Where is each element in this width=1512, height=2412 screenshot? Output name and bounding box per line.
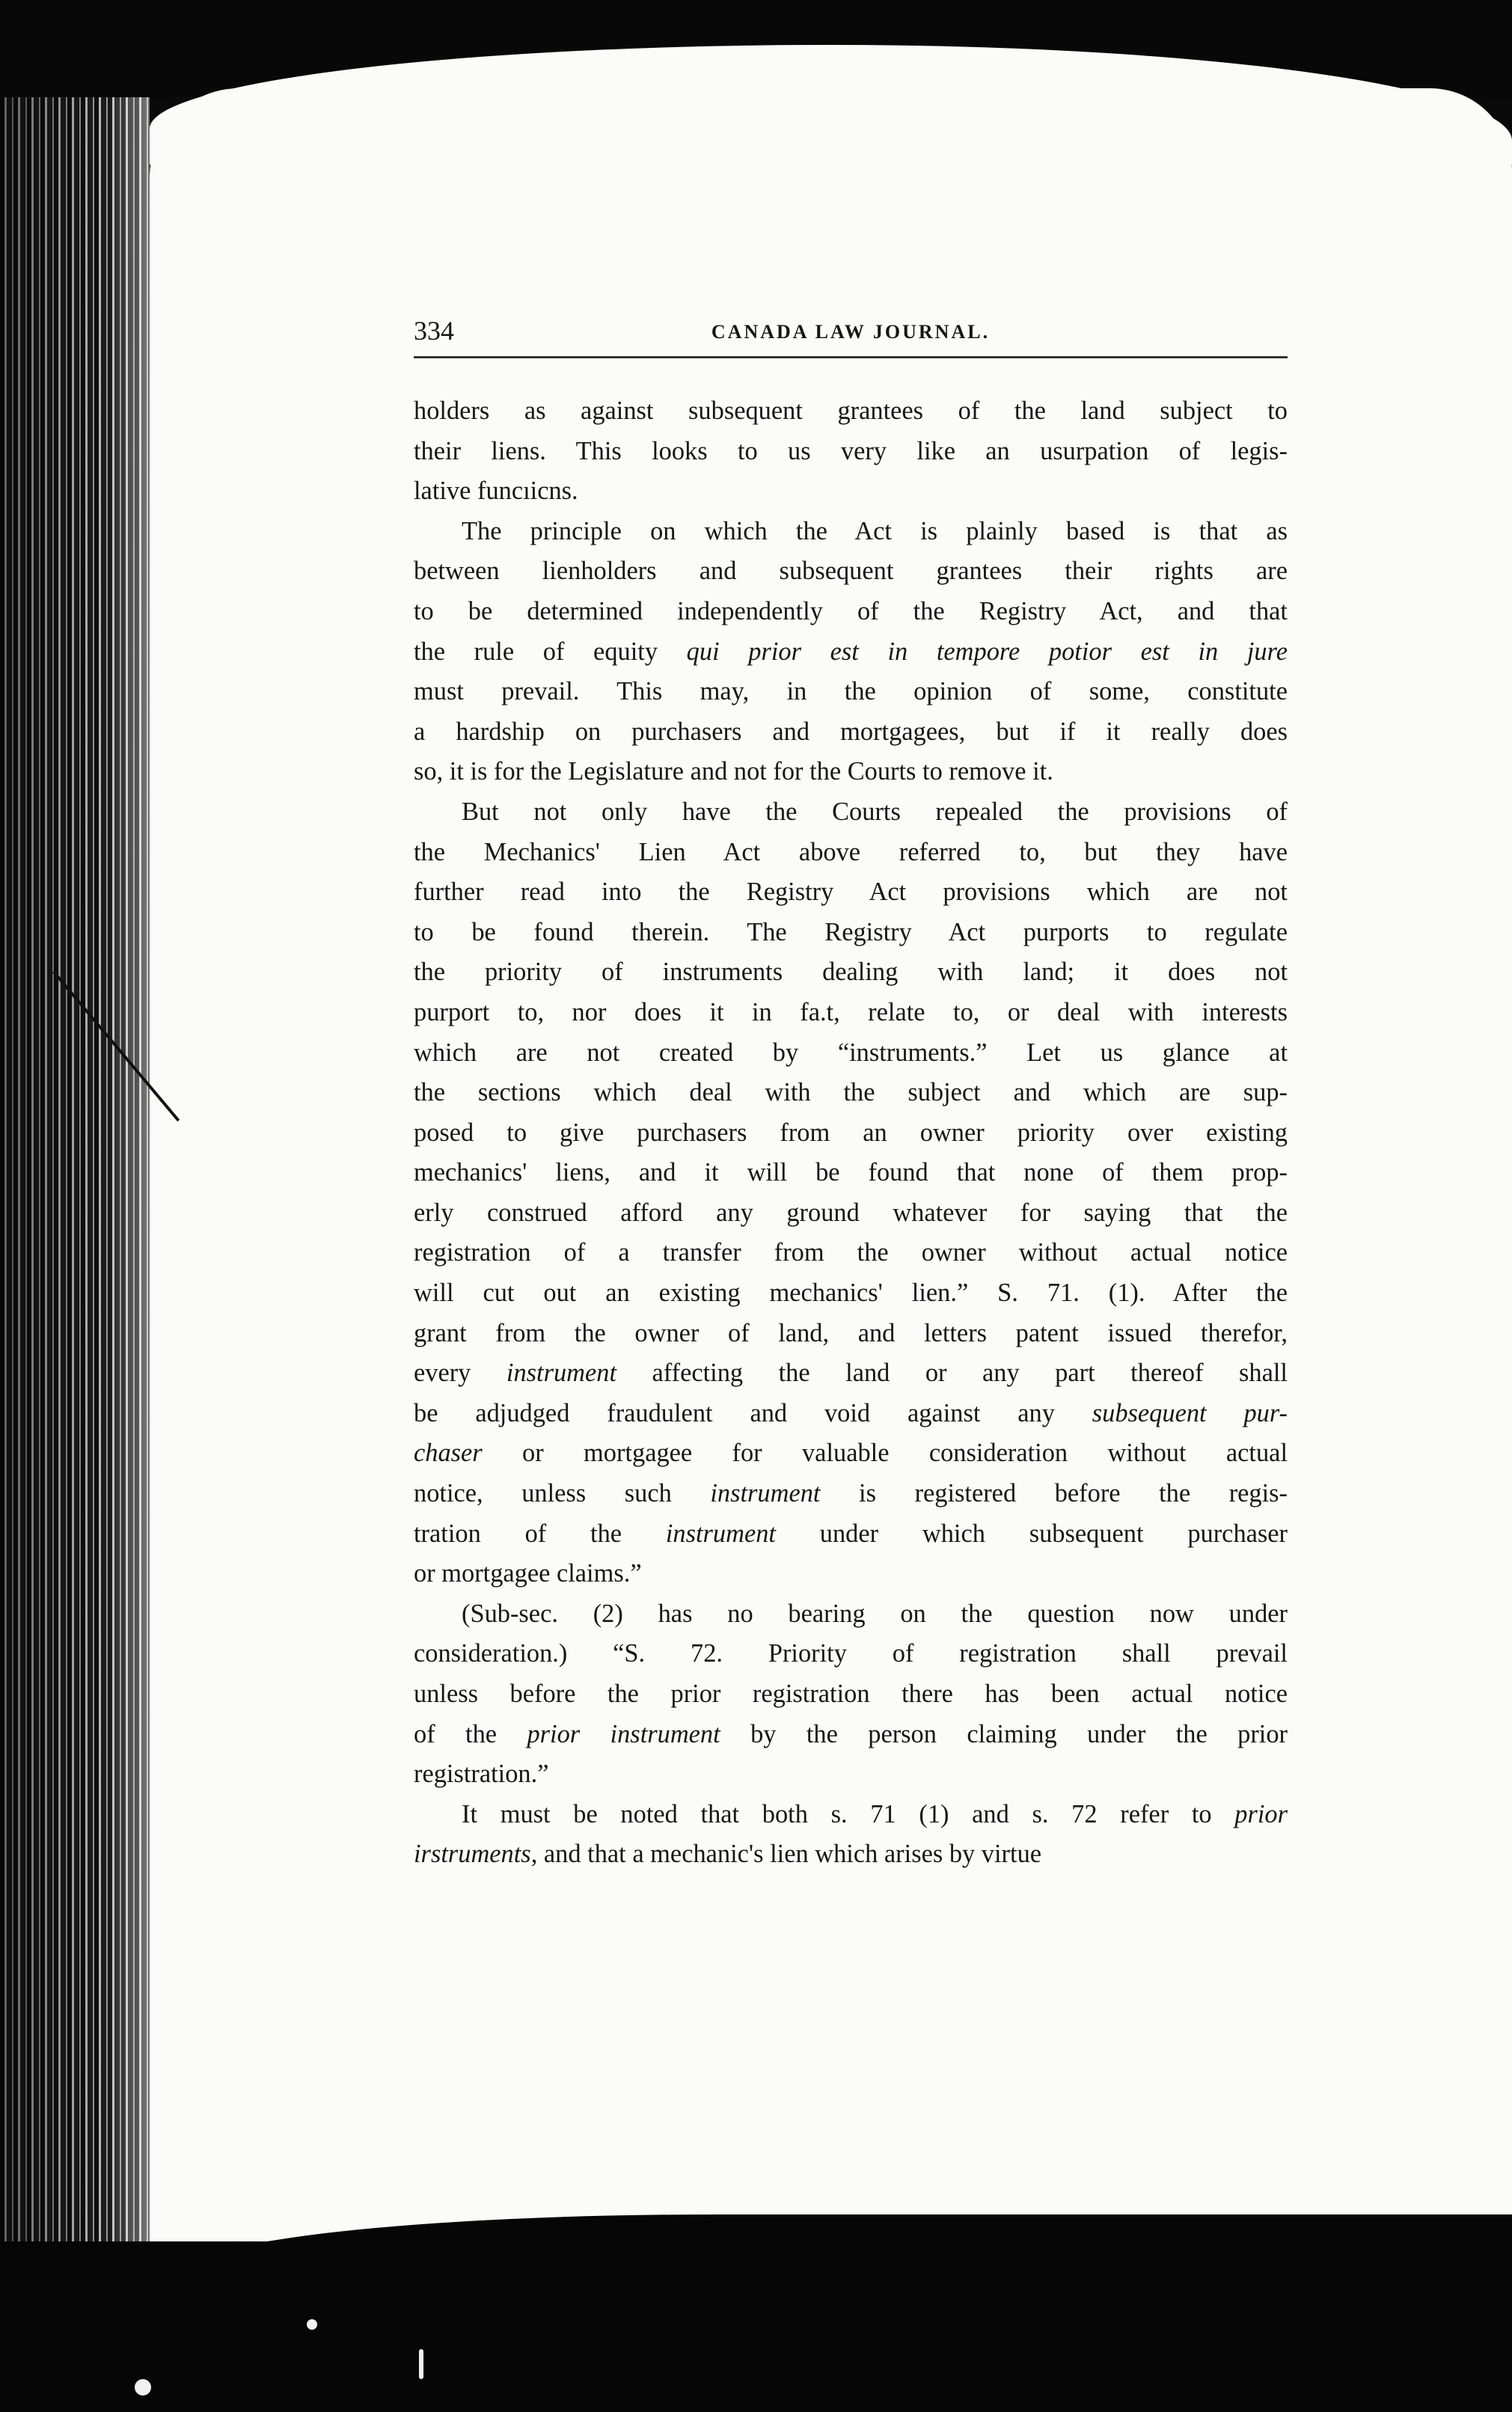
text-line: a hardship on purchasers and mortgagees, but if it really does bbox=[414, 717, 1288, 746]
journal-title: CANADA LAW JOURNAL. bbox=[711, 321, 991, 343]
scan-speck bbox=[135, 2379, 151, 2396]
text-line: or mortgagee claims.” bbox=[414, 1559, 642, 1588]
text-line: unless before the prior registration there has been actual notice bbox=[414, 1680, 1288, 1708]
text-line: It must be noted that both s. 71 (1) and s. 72 refer to prior bbox=[462, 1799, 1288, 1828]
text-line: registration of a transfer from the owner without actual notice bbox=[414, 1238, 1288, 1267]
paragraph bbox=[414, 512, 1288, 792]
text-line: their liens. This looks to us very like an usurpation of legis- bbox=[414, 436, 1288, 465]
text-line: will cut out an existing mechanics' lien.” S. 71. (1). After the bbox=[414, 1279, 1288, 1308]
document-page bbox=[414, 310, 1288, 1875]
text-line: so, it is for the Legislature and not for the Courts to remove it. bbox=[414, 757, 1053, 786]
text-line: to be determined independently of the Registry Act, and that bbox=[414, 596, 1288, 625]
paragraph bbox=[414, 1594, 1288, 1795]
text-line: holders as against subsequent grantees of the land subject to bbox=[414, 397, 1288, 425]
text-line: further read into the Registry Act provisions which are not bbox=[414, 878, 1288, 907]
text-line: every instrument affecting the land or any part thereof shall bbox=[414, 1359, 1288, 1388]
text-line: (Sub-sec. (2) has no bearing on the question now under bbox=[462, 1599, 1288, 1628]
text-line: notice, unless such instrument is registered before the regis- bbox=[414, 1479, 1288, 1508]
text-line: chaser or mortgagee for valuable consideration without actual bbox=[414, 1439, 1288, 1468]
text-line: registration.” bbox=[414, 1760, 549, 1789]
text-line: posed to give purchasers from an owner priority over existing bbox=[414, 1118, 1288, 1147]
text-line: which are not created by “instruments.” Let us glance at bbox=[414, 1038, 1288, 1067]
paragraph bbox=[414, 391, 1288, 512]
scan-speck bbox=[419, 2349, 423, 2379]
text-line: must prevail. This may, in the opinion of some, constitute bbox=[414, 677, 1288, 706]
paragraph bbox=[414, 1795, 1288, 1875]
text-line: lative funcıicns. bbox=[414, 477, 578, 506]
text-line: consideration.) “S. 72. Priority of registration shall prevail bbox=[414, 1639, 1288, 1668]
text-line: the sections which deal with the subject and which are sup- bbox=[414, 1078, 1288, 1107]
text-line: tration of the instrument under which subsequent purchaser bbox=[414, 1519, 1288, 1548]
text-line: between lienholders and subsequent grantees their rights are bbox=[414, 557, 1288, 586]
text-line: mechanics' liens, and it will be found that none of them prop- bbox=[414, 1158, 1288, 1187]
text-line: the rule of equity qui prior est in tempore potior est in jure bbox=[414, 637, 1288, 666]
text-line: But not only have the Courts repealed the provisions of bbox=[462, 797, 1288, 826]
scan-speck bbox=[307, 2319, 317, 2330]
body-text bbox=[414, 391, 1288, 1875]
text-line: purport to, nor does it in fa.t, relate to, or deal with interests bbox=[414, 997, 1288, 1026]
text-line: the priority of instruments dealing with land; it does not bbox=[414, 958, 1288, 987]
text-line: to be found therein. The Registry Act purports to regulate bbox=[414, 917, 1288, 946]
text-line: of the prior instrument by the person claiming under the prior bbox=[414, 1719, 1288, 1748]
paragraph bbox=[414, 792, 1288, 1594]
page-number: 334 bbox=[414, 316, 454, 346]
text-line: grant from the owner of land, and letters patent issued therefor, bbox=[414, 1318, 1288, 1347]
text-line: the Mechanics' Lien Act above referred to, but they have bbox=[414, 837, 1288, 866]
binding-shadow bbox=[0, 0, 150, 2412]
text-line: erly construed afford any ground whatever for saying that the bbox=[414, 1198, 1288, 1227]
text-line: The principle on which the Act is plainly based is that as bbox=[462, 516, 1288, 545]
text-line: be adjudged fraudulent and void against any subsequent pur- bbox=[414, 1398, 1288, 1427]
text-line: irstruments, and that a mechanic's lien which arises by virtue bbox=[414, 1840, 1042, 1869]
running-header bbox=[414, 310, 1288, 358]
